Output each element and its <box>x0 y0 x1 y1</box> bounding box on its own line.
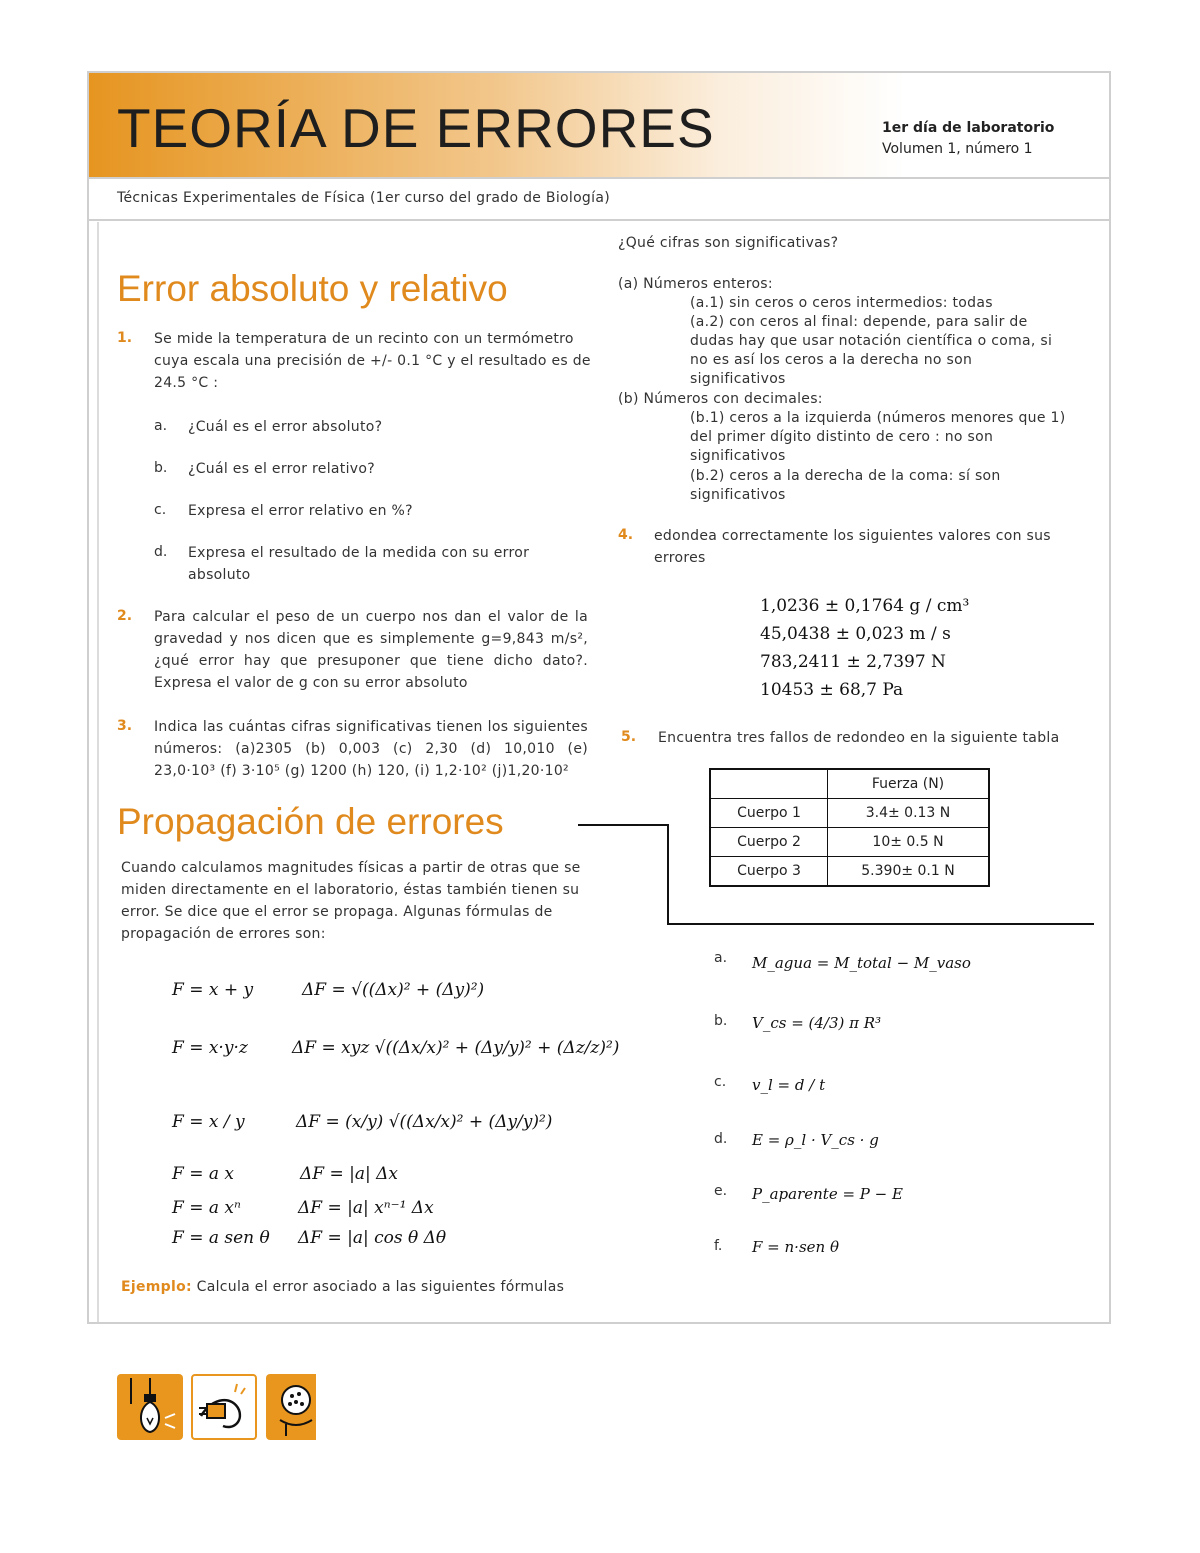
table-row <box>710 857 989 887</box>
item-letter: a. <box>714 950 728 966</box>
exercise-formula: F = n·sen θ <box>752 1238 839 1256</box>
lightbulb-icon <box>117 1374 183 1440</box>
item-text: Expresa el resultado de la medida con su error absoluto <box>188 545 530 583</box>
value-4: 10453 ± 68,7 Pa <box>760 680 904 700</box>
course-subtitle: Técnicas Experimentales de Física (1er curso del grado de Biología) <box>117 190 610 206</box>
force-table <box>709 768 990 887</box>
formula: F = x + y <box>172 980 254 1000</box>
sig-a2: (a.2) con ceros al final: depende, para salir de dudas hay que usar notación científica o coma, si no es así los ceros a la derecha no son significativos <box>690 314 1053 387</box>
item-letter: d. <box>154 544 168 560</box>
formula: F = a xⁿ <box>172 1198 241 1218</box>
formula: F = a x <box>172 1164 234 1184</box>
table-cell: 5.390± 0.1 N <box>828 857 990 887</box>
sig-a1: (a.1) sin ceros o ceros intermedios: todas <box>690 295 993 311</box>
formula: F = a sen θ <box>172 1228 270 1248</box>
question-number: 3. <box>117 718 133 734</box>
item-letter: f. <box>714 1238 723 1254</box>
item-text: ¿Cuál es el error relativo? <box>188 461 375 477</box>
question-number: 5. <box>621 729 637 745</box>
item-letter: b. <box>154 460 168 476</box>
table-cell: Cuerpo 1 <box>710 799 828 828</box>
example-text: Calcula el error asociado a las siguientes fórmulas <box>196 1279 565 1295</box>
exercise-formula: V_cs = (4/3) π R³ <box>752 1014 882 1032</box>
table-cell: Cuerpo 3 <box>710 857 828 887</box>
table-cell: 3.4± 0.13 N <box>828 799 990 828</box>
example-label: Ejemplo: <box>121 1279 192 1295</box>
formula-error: ΔF = |a| xⁿ⁻¹ Δx <box>298 1198 434 1218</box>
value-1: 1,0236 ± 0,1764 g / cm³ <box>760 596 970 616</box>
question-2-text: Para calcular el peso de un cuerpo nos dan el valor de la gravedad y nos dicen que es simplemente g=9,843 m/s², ¿qué error hay que presuponer que tiene dicho dato?. Expresa el valor de g con su error absoluto <box>154 609 588 691</box>
table-row <box>710 799 989 828</box>
exercise-formula: P_aparente = P − E <box>752 1185 903 1203</box>
item-letter: c. <box>714 1074 727 1090</box>
question-5-text: Encuentra tres fallos de redondeo en la siguiente tabla <box>658 730 1060 746</box>
item-letter: a. <box>154 418 168 434</box>
sig-b2: (b.2) ceros a la derecha de la coma: sí son significativos <box>690 468 1001 503</box>
question-number: 2. <box>117 608 133 624</box>
issue-line-1: 1er día de laboratorio <box>882 120 1055 136</box>
table-cell: Cuerpo 2 <box>710 828 828 857</box>
propagation-text: Cuando calculamos magnitudes físicas a partir de otras que se miden directamente en el laboratorio, éstas también tienen su error. Se dice que el error se propaga. Algunas fórmulas de propagación de errores son: <box>121 860 581 942</box>
table-cell <box>710 769 828 799</box>
item-letter: b. <box>714 1013 728 1029</box>
section-title-propagation: Propagación de errores <box>117 801 504 842</box>
exercise-formula: E = ρ_l · V_cs · g <box>752 1131 879 1149</box>
question-3-text: Indica las cuántas cifras significativas tienen los siguientes números: (a)2305 (b) 0,003 (c) 2,30 (d) 10,010 (e) 23,0·10³ (f) 3·10⁵ (g) 1200 (h) 120, (i) 1,2·10² (j)1,20·10² <box>154 719 588 779</box>
item-text: Expresa el error relativo en %? <box>188 503 413 519</box>
value-3: 783,2411 ± 2,7397 N <box>760 652 946 672</box>
plug-icon <box>191 1374 257 1440</box>
section-title-error: Error absoluto y relativo <box>117 268 508 309</box>
globe-icon <box>266 1374 316 1440</box>
item-letter: c. <box>154 502 167 518</box>
formula-error: ΔF = xyz √((Δx/x)² + (Δy/y)² + (Δz/z)²) <box>292 1038 620 1058</box>
item-text: ¿Cuál es el error absoluto? <box>188 419 383 435</box>
item-letter: e. <box>714 1183 728 1199</box>
formula-error: ΔF = √((Δx)² + (Δy)²) <box>302 980 485 1000</box>
question-1-text: Se mide la temperatura de un recinto con un termómetro cuya escala una precisión de +/- 0.1 °C y el resultado es de 24.5 °C : <box>154 331 591 391</box>
question-4-text: edondea correctamente los siguientes valores con sus errores <box>654 528 1051 566</box>
sig-b: (b) Números con decimales: <box>618 391 823 407</box>
exercise-formula: v_l = d / t <box>752 1076 826 1094</box>
table-row <box>710 828 989 857</box>
question-number: 4. <box>618 527 634 543</box>
page-title: TEORÍA DE ERRORES <box>117 97 715 159</box>
value-2: 45,0438 ± 0,023 m / s <box>760 624 951 644</box>
sig-a: (a) Números enteros: <box>618 276 773 292</box>
example-line <box>121 1276 564 1298</box>
question-number: 1. <box>117 330 133 346</box>
item-letter: d. <box>714 1131 728 1147</box>
sig-title: ¿Qué cifras son significativas? <box>618 235 839 251</box>
table-header: Fuerza (N) <box>828 769 990 799</box>
formula: F = x / y <box>172 1112 245 1132</box>
exercise-formula: M_agua = M_total − M_vaso <box>752 954 971 972</box>
formula: F = x·y·z <box>172 1038 248 1058</box>
table-cell: 10± 0.5 N <box>828 828 990 857</box>
table-row <box>710 769 989 799</box>
formula-error: ΔF = (x/y) √((Δx/x)² + (Δy/y)²) <box>296 1112 553 1132</box>
issue-line-2: Volumen 1, número 1 <box>882 141 1033 157</box>
formula-error: ΔF = |a| cos θ Δθ <box>298 1228 447 1248</box>
formula-error: ΔF = |a| Δx <box>300 1164 398 1184</box>
sig-b1: (b.1) ceros a la izquierda (números menores que 1) del primer dígito distinto de cero : no son significativos <box>690 410 1066 464</box>
